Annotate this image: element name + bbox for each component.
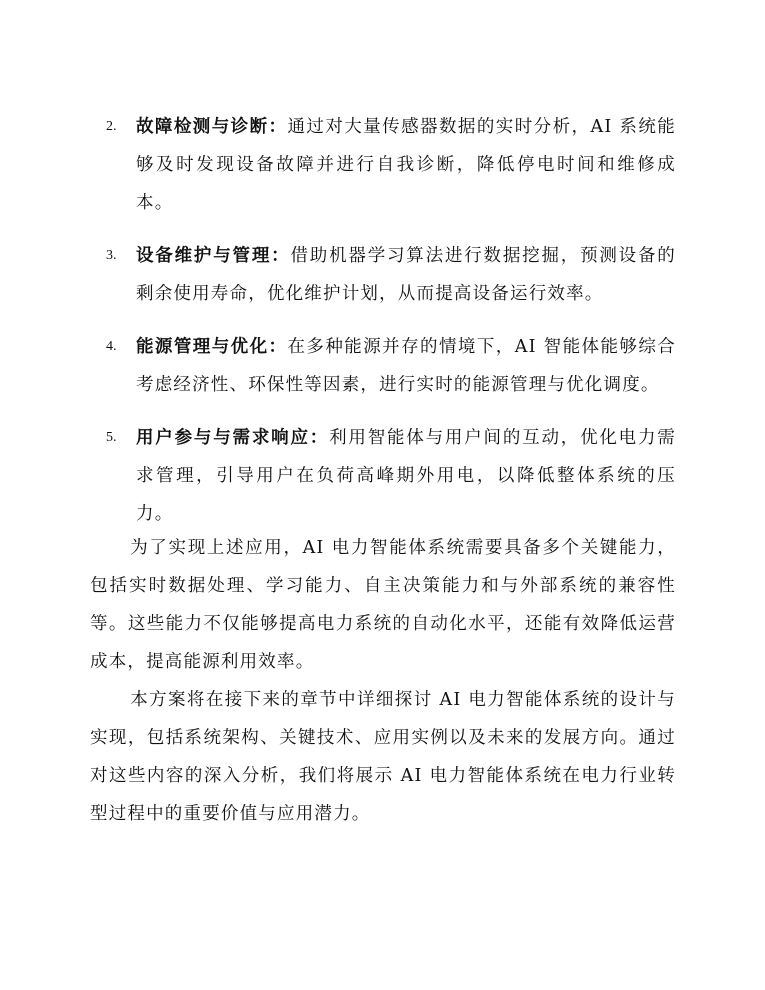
paragraph: 本方案将在接下来的章节中详细探讨 AI 电力智能体系统的设计与实现，包括系统架构、关键技术、应用实例以及未来的发展方向。通过对这些内容的深入分析，我们将展示 AI 电力智能体系统在电力行业转型过程中的重要价值与应用潜力。 xyxy=(90,690,676,824)
body-text xyxy=(90,529,676,833)
list-item-text: 在多种能源并存的情境下，AI 智能体能够综合考虑经济性、环保性等因素，进行实时的能源管理与优化调度。 xyxy=(136,337,676,395)
list-item-number: 5. xyxy=(106,430,117,445)
list-item xyxy=(0,328,765,404)
list-item xyxy=(0,108,765,222)
list-item-body xyxy=(136,108,676,222)
list-item-term: 故障检测与诊断： xyxy=(136,117,288,137)
list-item-body xyxy=(136,328,676,404)
list-item-term: 用户参与与需求响应： xyxy=(136,428,330,448)
list-item xyxy=(0,419,765,533)
list-item-text: 利用智能体与用户间的互动，优化电力需求管理，引导用户在负荷高峰期外用电，以降低整体系统的压力。 xyxy=(136,428,676,524)
list-item-term: 设备维护与管理： xyxy=(136,246,291,266)
list-item-number: 4. xyxy=(106,339,117,354)
numbered-list xyxy=(0,108,765,548)
list-item xyxy=(0,237,765,313)
list-item-body xyxy=(136,419,676,533)
list-item-body xyxy=(136,237,676,313)
list-item-text: 通过对大量传感器数据的实时分析，AI 系统能够及时发现设备故障并进行自我诊断，降低停电时间和维修成本。 xyxy=(136,117,676,213)
list-item-text: 借助机器学习算法进行数据挖掘，预测设备的剩余使用寿命，优化维护计划，从而提高设备运行效率。 xyxy=(136,246,677,304)
list-item-number: 2. xyxy=(106,119,117,134)
list-item-term: 能源管理与优化： xyxy=(136,337,288,357)
list-item-number: 3. xyxy=(106,248,117,263)
paragraph: 为了实现上述应用，AI 电力智能体系统需要具备多个关键能力，包括实时数据处理、学习能力、自主决策能力和与外部系统的兼容性等。这些能力不仅能够提高电力系统的自动化水平，还能有效降低运营成本，提高能源利用效率。 xyxy=(90,538,676,672)
